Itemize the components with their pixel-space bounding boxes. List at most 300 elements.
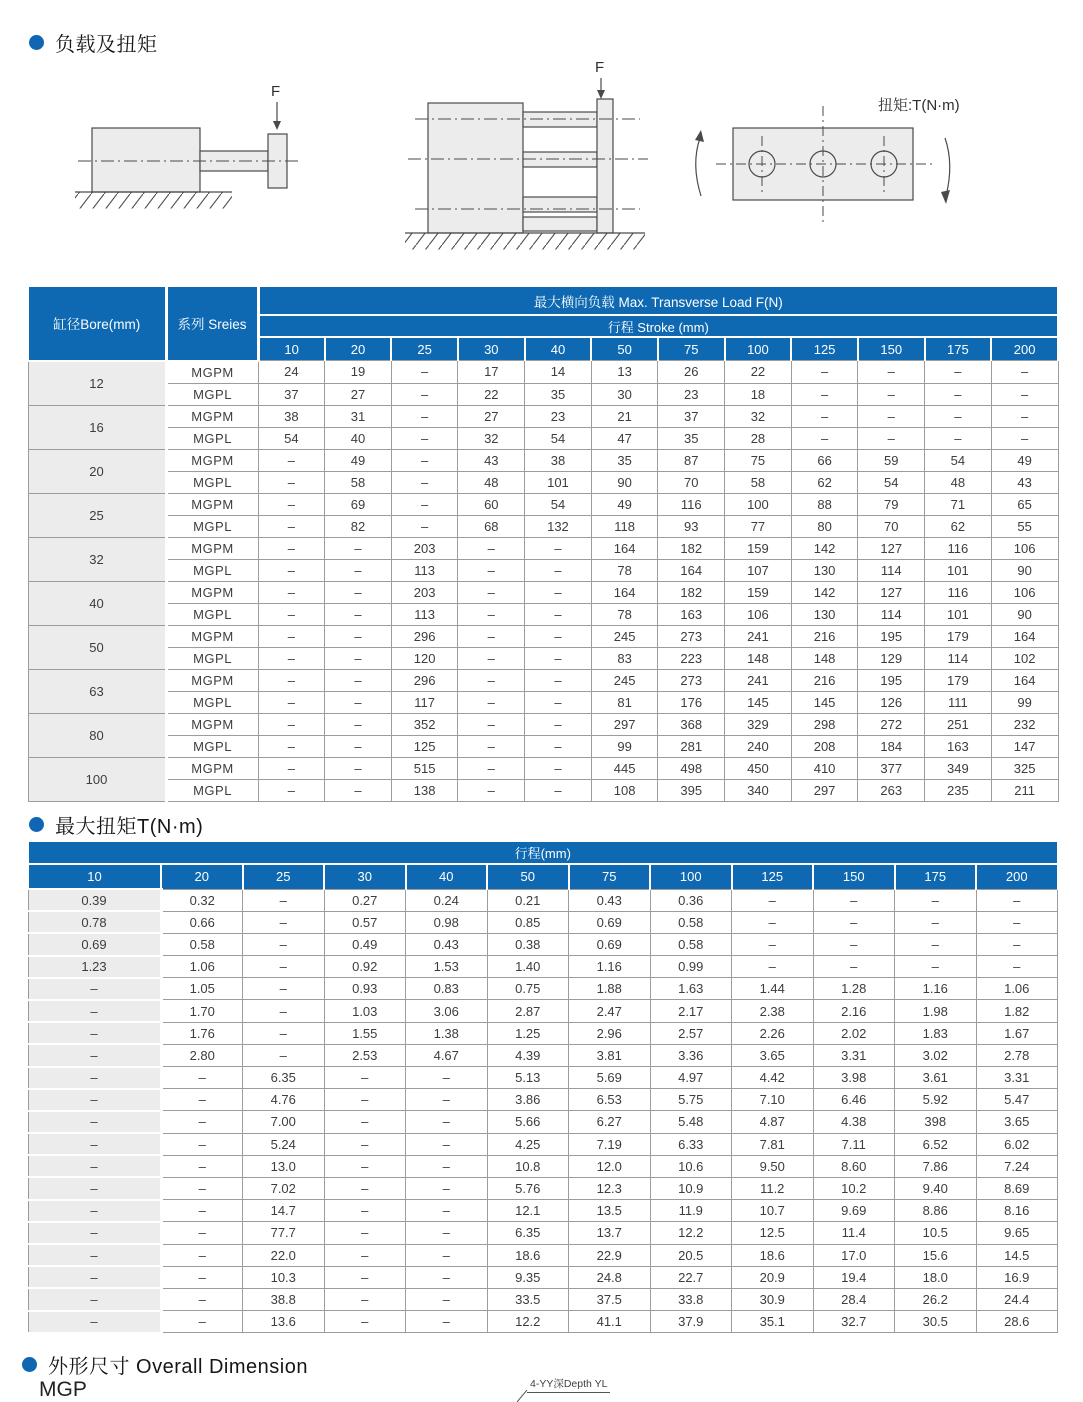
load-table-row — [28, 515, 1058, 537]
load-value-cell: 38 — [258, 405, 325, 427]
torque-value-cell: 14.5 — [976, 1244, 1058, 1266]
load-value-cell: 148 — [791, 647, 858, 669]
torque-value-cell: 41.1 — [569, 1311, 651, 1333]
force-label: F — [595, 59, 605, 76]
torque-value-cell: 22.9 — [569, 1244, 651, 1266]
load-value-cell: 195 — [858, 669, 925, 691]
torque-value-cell: – — [976, 933, 1058, 955]
torque-value-cell: 24.8 — [569, 1266, 651, 1288]
load-value-cell: – — [525, 559, 592, 581]
load-value-cell: – — [925, 383, 992, 405]
load-value-cell: – — [258, 537, 325, 559]
torque-value-cell: – — [161, 1200, 243, 1222]
load-value-cell: 66 — [791, 449, 858, 471]
torque-value-cell: 18.6 — [732, 1244, 814, 1266]
torque-value-cell: 9.69 — [813, 1200, 895, 1222]
load-table-row — [28, 581, 1058, 603]
load-value-cell: 176 — [658, 691, 725, 713]
load-table-row — [28, 471, 1058, 493]
load-value-cell: – — [258, 603, 325, 625]
section-title: 负载及扭矩 — [55, 34, 158, 56]
load-value-cell: 377 — [858, 757, 925, 779]
torque-value-cell: – — [406, 1266, 488, 1288]
load-value-cell: 298 — [791, 713, 858, 735]
load-table-row — [28, 647, 1058, 669]
section-heading-load-torque — [29, 28, 158, 57]
load-value-cell: 48 — [458, 471, 525, 493]
load-value-cell: 78 — [591, 603, 658, 625]
torque-value-cell: 6.27 — [569, 1111, 651, 1133]
load-value-cell: 148 — [725, 647, 792, 669]
torque-value-cell: 1.44 — [732, 978, 814, 1000]
dimension-leader-line — [514, 1390, 530, 1402]
torque-value-cell: 6.46 — [813, 1089, 895, 1111]
torque-value-cell: – — [324, 1133, 406, 1155]
load-value-cell: 70 — [858, 515, 925, 537]
load-value-cell: 30 — [591, 383, 658, 405]
load-value-cell: – — [525, 757, 592, 779]
load-value-cell: 69 — [325, 493, 392, 515]
torque-value-cell: 33.8 — [650, 1288, 732, 1310]
load-value-cell: 54 — [525, 493, 592, 515]
torque-value-cell: 5.13 — [487, 1067, 569, 1089]
bore-cell: 100 — [28, 757, 166, 801]
load-table-row — [28, 691, 1058, 713]
torque-value-cell: – — [161, 1111, 243, 1133]
torque-value-cell: 9.65 — [976, 1222, 1058, 1244]
torque-value-cell: 3.86 — [487, 1089, 569, 1111]
load-value-cell: 130 — [791, 603, 858, 625]
bore-cell: 50 — [28, 625, 166, 669]
series-cell: MGPM — [166, 625, 258, 647]
torque-value-cell: 2.38 — [732, 1000, 814, 1022]
load-value-cell: 116 — [658, 493, 725, 515]
load-value-cell: – — [458, 625, 525, 647]
bore-cell: 20 — [28, 449, 166, 493]
load-table-row — [28, 625, 1058, 647]
load-value-cell: 296 — [391, 669, 458, 691]
torque-value-cell: 0.58 — [650, 933, 732, 955]
torque-table-row — [28, 1089, 1058, 1111]
torque-value-cell: – — [324, 1311, 406, 1333]
load-value-cell: 14 — [525, 361, 592, 384]
load-value-cell: 75 — [725, 449, 792, 471]
load-value-cell: 26 — [658, 361, 725, 384]
load-value-cell: 329 — [725, 713, 792, 735]
torque-value-cell: 0.85 — [487, 911, 569, 933]
load-value-cell: 163 — [925, 735, 992, 757]
bore-cell: 40 — [28, 581, 166, 625]
torque-value-cell: 0.66 — [161, 911, 243, 933]
load-value-cell: 163 — [658, 603, 725, 625]
torque-value-cell: 30.9 — [732, 1288, 814, 1310]
load-value-cell: 58 — [325, 471, 392, 493]
load-value-cell: 208 — [791, 735, 858, 757]
torque-table-row — [28, 956, 1058, 978]
load-value-cell: 106 — [991, 537, 1058, 559]
load-value-cell: 142 — [791, 537, 858, 559]
load-value-cell: – — [525, 647, 592, 669]
load-value-cell: 241 — [725, 625, 792, 647]
load-value-cell: 71 — [925, 493, 992, 515]
torque-table-row — [28, 1200, 1058, 1222]
load-value-cell: 273 — [658, 669, 725, 691]
torque-value-cell: 4.87 — [732, 1111, 814, 1133]
torque-value-cell: 1.76 — [161, 1022, 243, 1044]
torque-value-cell: 13.7 — [569, 1222, 651, 1244]
series-cell: MGPM — [166, 361, 258, 384]
load-value-cell: 22 — [725, 361, 792, 384]
torque-value-cell: – — [895, 889, 977, 911]
load-value-cell: 263 — [858, 779, 925, 801]
torque-value-cell: 0.92 — [324, 956, 406, 978]
torque-value-cell: 10.5 — [895, 1222, 977, 1244]
load-table-row — [28, 713, 1058, 735]
torque-table-row — [28, 1155, 1058, 1177]
torque-value-cell: 4.25 — [487, 1133, 569, 1155]
load-value-cell: – — [325, 713, 392, 735]
torque-table-row — [28, 1288, 1058, 1310]
stroke-header-cell: 150 — [858, 337, 925, 361]
torque-value-cell: – — [732, 933, 814, 955]
dimension-annotation-text: 4-YY深Depth YL — [530, 1378, 608, 1390]
torque-value-cell: 1.38 — [406, 1022, 488, 1044]
load-table-row — [28, 757, 1058, 779]
load-value-cell: 352 — [391, 713, 458, 735]
torque-value-cell: 35.1 — [732, 1311, 814, 1333]
torque-value-cell: – — [161, 1177, 243, 1199]
load-value-cell: 107 — [725, 559, 792, 581]
torque-value-cell: – — [976, 911, 1058, 933]
torque-value-cell: 6.35 — [243, 1067, 325, 1089]
load-value-cell: 81 — [591, 691, 658, 713]
load-value-cell: 395 — [658, 779, 725, 801]
torque-value-cell: 3.31 — [976, 1067, 1058, 1089]
torque-value-cell: 12.5 — [732, 1222, 814, 1244]
load-value-cell: – — [525, 779, 592, 801]
torque-value-cell: 1.05 — [161, 978, 243, 1000]
torque-value-cell: – — [406, 1244, 488, 1266]
load-value-cell: 35 — [525, 383, 592, 405]
torque-value-cell: 1.06 — [976, 978, 1058, 1000]
torque-value-cell: – — [161, 1089, 243, 1111]
torque-value-cell: – — [324, 1288, 406, 1310]
torque-value-cell: 28.6 — [976, 1311, 1058, 1333]
load-value-cell: 273 — [658, 625, 725, 647]
torque-value-cell: 0.75 — [487, 978, 569, 1000]
torque-value-cell: – — [406, 1177, 488, 1199]
torque-value-cell: 1.82 — [976, 1000, 1058, 1022]
load-value-cell: 24 — [258, 361, 325, 384]
load-value-cell: 106 — [991, 581, 1058, 603]
torque-value-cell: – — [732, 956, 814, 978]
torque-value-cell: 0.43 — [569, 889, 651, 911]
bore-header-cell: 缸径Bore(mm) — [28, 286, 166, 361]
torque-value-cell: 0.58 — [650, 911, 732, 933]
torque-value-cell: 18.0 — [895, 1266, 977, 1288]
load-value-cell: 49 — [591, 493, 658, 515]
torque-value-cell: – — [28, 1200, 161, 1222]
load-value-cell: 164 — [991, 669, 1058, 691]
load-value-cell: 164 — [591, 537, 658, 559]
bore-cell: 63 — [28, 669, 166, 713]
load-value-cell: 27 — [458, 405, 525, 427]
load-value-cell: 184 — [858, 735, 925, 757]
bore-cell: 16 — [28, 405, 166, 449]
torque-value-cell: 5.48 — [650, 1111, 732, 1133]
load-value-cell: 77 — [725, 515, 792, 537]
torque-value-cell: 4.97 — [650, 1067, 732, 1089]
load-value-cell: 88 — [791, 493, 858, 515]
torque-value-cell: 5.75 — [650, 1089, 732, 1111]
load-value-cell: – — [258, 691, 325, 713]
bore-cell: 12 — [28, 361, 166, 406]
load-value-cell: 79 — [858, 493, 925, 515]
stroke-header-cell: 25 — [243, 864, 325, 889]
basic-cylinder-diagram — [75, 102, 298, 209]
torque-value-cell: – — [895, 911, 977, 933]
load-value-cell: 58 — [725, 471, 792, 493]
torque-value-cell: – — [976, 956, 1058, 978]
load-value-cell: – — [791, 427, 858, 449]
torque-value-cell: 0.69 — [569, 933, 651, 955]
torque-value-cell: 33.5 — [487, 1288, 569, 1310]
torque-value-cell: 12.3 — [569, 1177, 651, 1199]
torque-value-cell: 8.16 — [976, 1200, 1058, 1222]
torque-value-cell: 1.70 — [161, 1000, 243, 1022]
load-value-cell: 132 — [525, 515, 592, 537]
torque-value-cell: – — [28, 1155, 161, 1177]
load-value-cell: 127 — [858, 537, 925, 559]
torque-value-cell: 2.26 — [732, 1022, 814, 1044]
stroke-header-cell: 20 — [161, 864, 243, 889]
torque-value-cell: – — [813, 911, 895, 933]
series-cell: MGPM — [166, 757, 258, 779]
torque-value-cell: – — [324, 1067, 406, 1089]
torque-value-cell: 0.83 — [406, 978, 488, 1000]
load-value-cell: – — [858, 405, 925, 427]
load-value-cell: – — [458, 779, 525, 801]
section-title: 最大扭矩T(N·m) — [55, 816, 204, 838]
torque-table-row — [28, 1266, 1058, 1288]
max-torque-table — [27, 840, 1059, 1334]
load-value-cell: – — [791, 361, 858, 384]
torque-value-cell: – — [28, 1244, 161, 1266]
load-value-cell: 54 — [525, 427, 592, 449]
torque-value-cell: 7.11 — [813, 1133, 895, 1155]
load-value-cell: – — [325, 603, 392, 625]
stroke-header-cell: 30 — [324, 864, 406, 889]
load-value-cell: – — [258, 647, 325, 669]
torque-value-cell: – — [28, 1133, 161, 1155]
stroke-header-cell: 200 — [976, 864, 1058, 889]
torque-value-cell: 12.2 — [487, 1311, 569, 1333]
torque-value-cell: 24.4 — [976, 1288, 1058, 1310]
load-value-cell: 130 — [791, 559, 858, 581]
load-value-cell: – — [258, 471, 325, 493]
load-value-cell: 216 — [791, 669, 858, 691]
load-value-cell: 145 — [791, 691, 858, 713]
load-value-cell: – — [925, 405, 992, 427]
load-table-row — [28, 735, 1058, 757]
torque-value-cell: – — [28, 1311, 161, 1333]
load-value-cell: 37 — [258, 383, 325, 405]
torque-value-cell: 5.69 — [569, 1067, 651, 1089]
load-value-cell: 445 — [591, 757, 658, 779]
torque-value-cell: 4.42 — [732, 1067, 814, 1089]
series-header-cell: 系列 Sreies — [166, 286, 258, 361]
torque-value-cell: 1.06 — [161, 956, 243, 978]
torque-value-cell: 13.5 — [569, 1200, 651, 1222]
load-value-cell: 101 — [925, 559, 992, 581]
stroke-header-cell: 50 — [487, 864, 569, 889]
torque-value-cell: 9.50 — [732, 1155, 814, 1177]
torque-value-cell: 0.43 — [406, 933, 488, 955]
stroke-span-header-cell: 行程 Stroke (mm) — [258, 315, 1058, 337]
torque-value-cell: – — [406, 1089, 488, 1111]
series-cell: MGPL — [166, 647, 258, 669]
torque-value-cell: 1.83 — [895, 1022, 977, 1044]
torque-value-cell: 2.16 — [813, 1000, 895, 1022]
load-value-cell: – — [325, 647, 392, 669]
torque-value-cell: – — [732, 911, 814, 933]
torque-value-cell: – — [732, 889, 814, 911]
torque-table-row — [28, 1067, 1058, 1089]
torque-value-cell: 12.2 — [650, 1222, 732, 1244]
torque-value-cell: – — [813, 933, 895, 955]
load-value-cell: – — [525, 625, 592, 647]
load-table-row — [28, 427, 1058, 449]
torque-span-header-row — [28, 841, 1058, 864]
torque-value-cell: – — [28, 1044, 161, 1066]
load-value-cell: – — [258, 625, 325, 647]
torque-value-cell: – — [161, 1133, 243, 1155]
torque-value-cell: – — [28, 978, 161, 1000]
torque-table-row — [28, 1000, 1058, 1022]
torque-value-cell: 2.57 — [650, 1022, 732, 1044]
torque-value-cell: 10.3 — [243, 1266, 325, 1288]
torque-value-cell: 6.02 — [976, 1133, 1058, 1155]
torque-value-cell: 0.27 — [324, 889, 406, 911]
load-value-cell: 235 — [925, 779, 992, 801]
transverse-load-table — [27, 285, 1059, 802]
load-value-cell: – — [325, 779, 392, 801]
load-value-cell: 47 — [591, 427, 658, 449]
torque-value-cell: 0.99 — [650, 956, 732, 978]
load-value-cell: 59 — [858, 449, 925, 471]
guided-cylinder-diagram — [405, 78, 648, 250]
load-value-cell: 114 — [925, 647, 992, 669]
series-cell: MGPM — [166, 449, 258, 471]
load-value-cell: 101 — [525, 471, 592, 493]
torque-value-cell: 4.67 — [406, 1044, 488, 1066]
torque-value-cell: 18.6 — [487, 1244, 569, 1266]
series-cell: MGPM — [166, 581, 258, 603]
torque-value-cell: 8.86 — [895, 1200, 977, 1222]
load-value-cell: – — [458, 713, 525, 735]
load-value-cell: 203 — [391, 537, 458, 559]
torque-value-cell: – — [895, 933, 977, 955]
load-value-cell: – — [258, 449, 325, 471]
load-table-row — [28, 361, 1058, 384]
torque-value-cell: – — [243, 911, 325, 933]
load-value-cell: – — [458, 735, 525, 757]
load-value-cell: 21 — [591, 405, 658, 427]
load-value-cell: 116 — [925, 581, 992, 603]
stroke-header-cell: 175 — [895, 864, 977, 889]
torque-table-row — [28, 911, 1058, 933]
torque-value-cell: 14.7 — [243, 1200, 325, 1222]
torque-value-cell: 16.9 — [976, 1266, 1058, 1288]
series-cell: MGPL — [166, 735, 258, 757]
torque-value-cell: – — [161, 1222, 243, 1244]
stroke-header-cell: 75 — [658, 337, 725, 361]
torque-value-cell: – — [406, 1111, 488, 1133]
load-value-cell: – — [458, 581, 525, 603]
torque-value-cell: 12.1 — [487, 1200, 569, 1222]
load-table-row — [28, 405, 1058, 427]
model-label: MGP — [39, 1378, 87, 1401]
series-cell: MGPM — [166, 669, 258, 691]
load-value-cell: 68 — [458, 515, 525, 537]
torque-value-cell: 1.53 — [406, 956, 488, 978]
series-cell: MGPL — [166, 427, 258, 449]
torque-value-cell: 1.16 — [895, 978, 977, 1000]
load-value-cell: 182 — [658, 581, 725, 603]
torque-table-row — [28, 1111, 1058, 1133]
load-value-cell: 54 — [258, 427, 325, 449]
load-value-cell: – — [391, 471, 458, 493]
torque-value-cell: 10.7 — [732, 1200, 814, 1222]
series-cell: MGPM — [166, 713, 258, 735]
load-value-cell: – — [458, 669, 525, 691]
load-table-row — [28, 449, 1058, 471]
torque-value-cell: 28.4 — [813, 1288, 895, 1310]
load-value-cell: – — [391, 361, 458, 384]
load-table-row — [28, 603, 1058, 625]
load-value-cell: 49 — [325, 449, 392, 471]
load-value-cell: 182 — [658, 537, 725, 559]
torque-value-cell: 30.5 — [895, 1311, 977, 1333]
load-value-cell: – — [525, 581, 592, 603]
torque-value-cell: 0.78 — [28, 911, 161, 933]
load-value-cell: 216 — [791, 625, 858, 647]
load-value-cell: 22 — [458, 383, 525, 405]
torque-value-cell: 1.63 — [650, 978, 732, 1000]
load-value-cell: 70 — [658, 471, 725, 493]
torque-value-cell: 0.49 — [324, 933, 406, 955]
torque-value-cell: 0.58 — [161, 933, 243, 955]
stroke-header-cell: 40 — [525, 337, 592, 361]
torque-value-cell: 4.39 — [487, 1044, 569, 1066]
torque-value-cell: – — [324, 1244, 406, 1266]
torque-value-cell: 5.24 — [243, 1133, 325, 1155]
torque-value-cell: 11.9 — [650, 1200, 732, 1222]
torque-table-row — [28, 1022, 1058, 1044]
load-value-cell: 120 — [391, 647, 458, 669]
torque-value-cell: 77.7 — [243, 1222, 325, 1244]
load-value-cell: 113 — [391, 603, 458, 625]
load-table-row — [28, 779, 1058, 801]
torque-table-row — [28, 1222, 1058, 1244]
torque-value-cell: 5.92 — [895, 1089, 977, 1111]
load-value-cell: – — [325, 625, 392, 647]
torque-value-cell: 6.33 — [650, 1133, 732, 1155]
load-value-cell: – — [991, 383, 1058, 405]
torque-value-cell: 6.53 — [569, 1089, 651, 1111]
load-value-cell: 78 — [591, 559, 658, 581]
load-value-cell: – — [391, 449, 458, 471]
